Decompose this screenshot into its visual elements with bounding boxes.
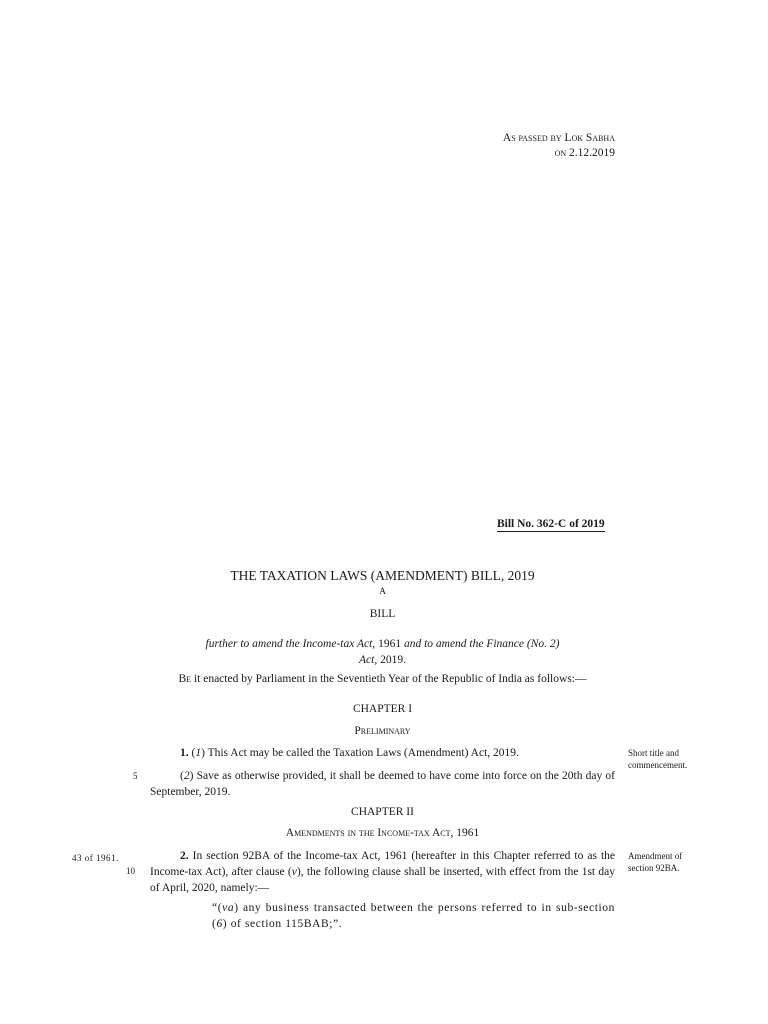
long-title-year: 2019. <box>377 654 406 666</box>
long-title-line-1 <box>150 636 615 652</box>
section-1-number: 1. <box>180 747 189 759</box>
quote-open: “( <box>212 902 223 914</box>
line-number-5: 5 <box>133 771 138 781</box>
title-bill: BILL <box>369 608 396 620</box>
paren: ( <box>188 747 196 759</box>
passed-line-2: on 2.12.2019 <box>554 147 615 159</box>
margin-note-amendment: Amendment of section 92BA. <box>628 851 683 873</box>
long-title-line-2 <box>150 652 615 668</box>
passed-line-1: As passed by Lok Sabha <box>502 132 615 144</box>
chapter-1-subheading: Preliminary <box>354 725 411 737</box>
long-title-text: further to amend the Income-tax Act, <box>205 638 376 650</box>
line-number-10: 10 <box>126 866 135 876</box>
inserted-clause <box>150 900 615 932</box>
long-title <box>150 636 615 668</box>
clause-va: va <box>222 902 235 914</box>
long-title-year: 1961 <box>375 638 404 650</box>
inserted-clause-text-end: ) of section 115BAB;”. <box>222 918 343 930</box>
chapter-2-heading: CHAPTER II <box>351 806 414 818</box>
long-title-text: and to amend the Finance (No. 2) <box>403 638 560 650</box>
clause-v: v <box>291 866 297 878</box>
enacting-be: Be <box>178 673 192 685</box>
passed-status <box>503 131 615 161</box>
section-2-number: 2. <box>180 850 189 862</box>
chapter-1-heading: CHAPTER I <box>352 703 413 715</box>
inserted-clause-line <box>150 900 615 932</box>
section-1-sub-2 <box>150 768 615 800</box>
section-1-text: ) This Act may be called the Taxation Laws (Amendment) Act, 2019. <box>201 747 519 759</box>
bill-title: THE TAXATION LAWS (AMENDMENT) BILL, 2019 <box>230 568 535 583</box>
long-title-text: Act, <box>359 654 378 666</box>
margin-ref-act: 43 of 1961. <box>72 853 119 863</box>
enacting-text: it enacted by Parliament in the Seventieth Year of the Republic of India as follows:— <box>191 673 587 685</box>
chapter-2-subheading: Amendments in the Income-tax Act, 1961 <box>285 827 480 839</box>
sub-section-number: 6 <box>216 918 223 930</box>
section-1-sub-1 <box>150 745 615 761</box>
title-a: A <box>379 587 386 597</box>
section-2-para <box>150 848 615 896</box>
section-1-sub-2-text: ) Save as otherwise provided, it shall be deemed to have come into force on the 20th day of September, 2019. <box>150 770 615 798</box>
enacting-formula <box>150 673 615 685</box>
inserted-clause-text: ) any business transacted between the persons referred to in sub-section ( <box>212 902 615 930</box>
paren: ( <box>180 770 184 782</box>
sub-number: 1 <box>195 747 202 759</box>
bill-number: Bill No. 362-C of 2019 <box>497 518 605 530</box>
section-2-text-b: ), the following clause shall be inserted, with effect from the 1st day of April, 2020, namely:— <box>150 866 615 894</box>
section-2-text-a: In section 92BA of the Income-tax Act, 1961 (hereafter in this Chapter referred to as the Income-tax Act), after clause ( <box>150 850 615 878</box>
margin-note-short-title: Short title and commencement. <box>628 748 688 770</box>
sub-number: 2 <box>183 770 190 782</box>
